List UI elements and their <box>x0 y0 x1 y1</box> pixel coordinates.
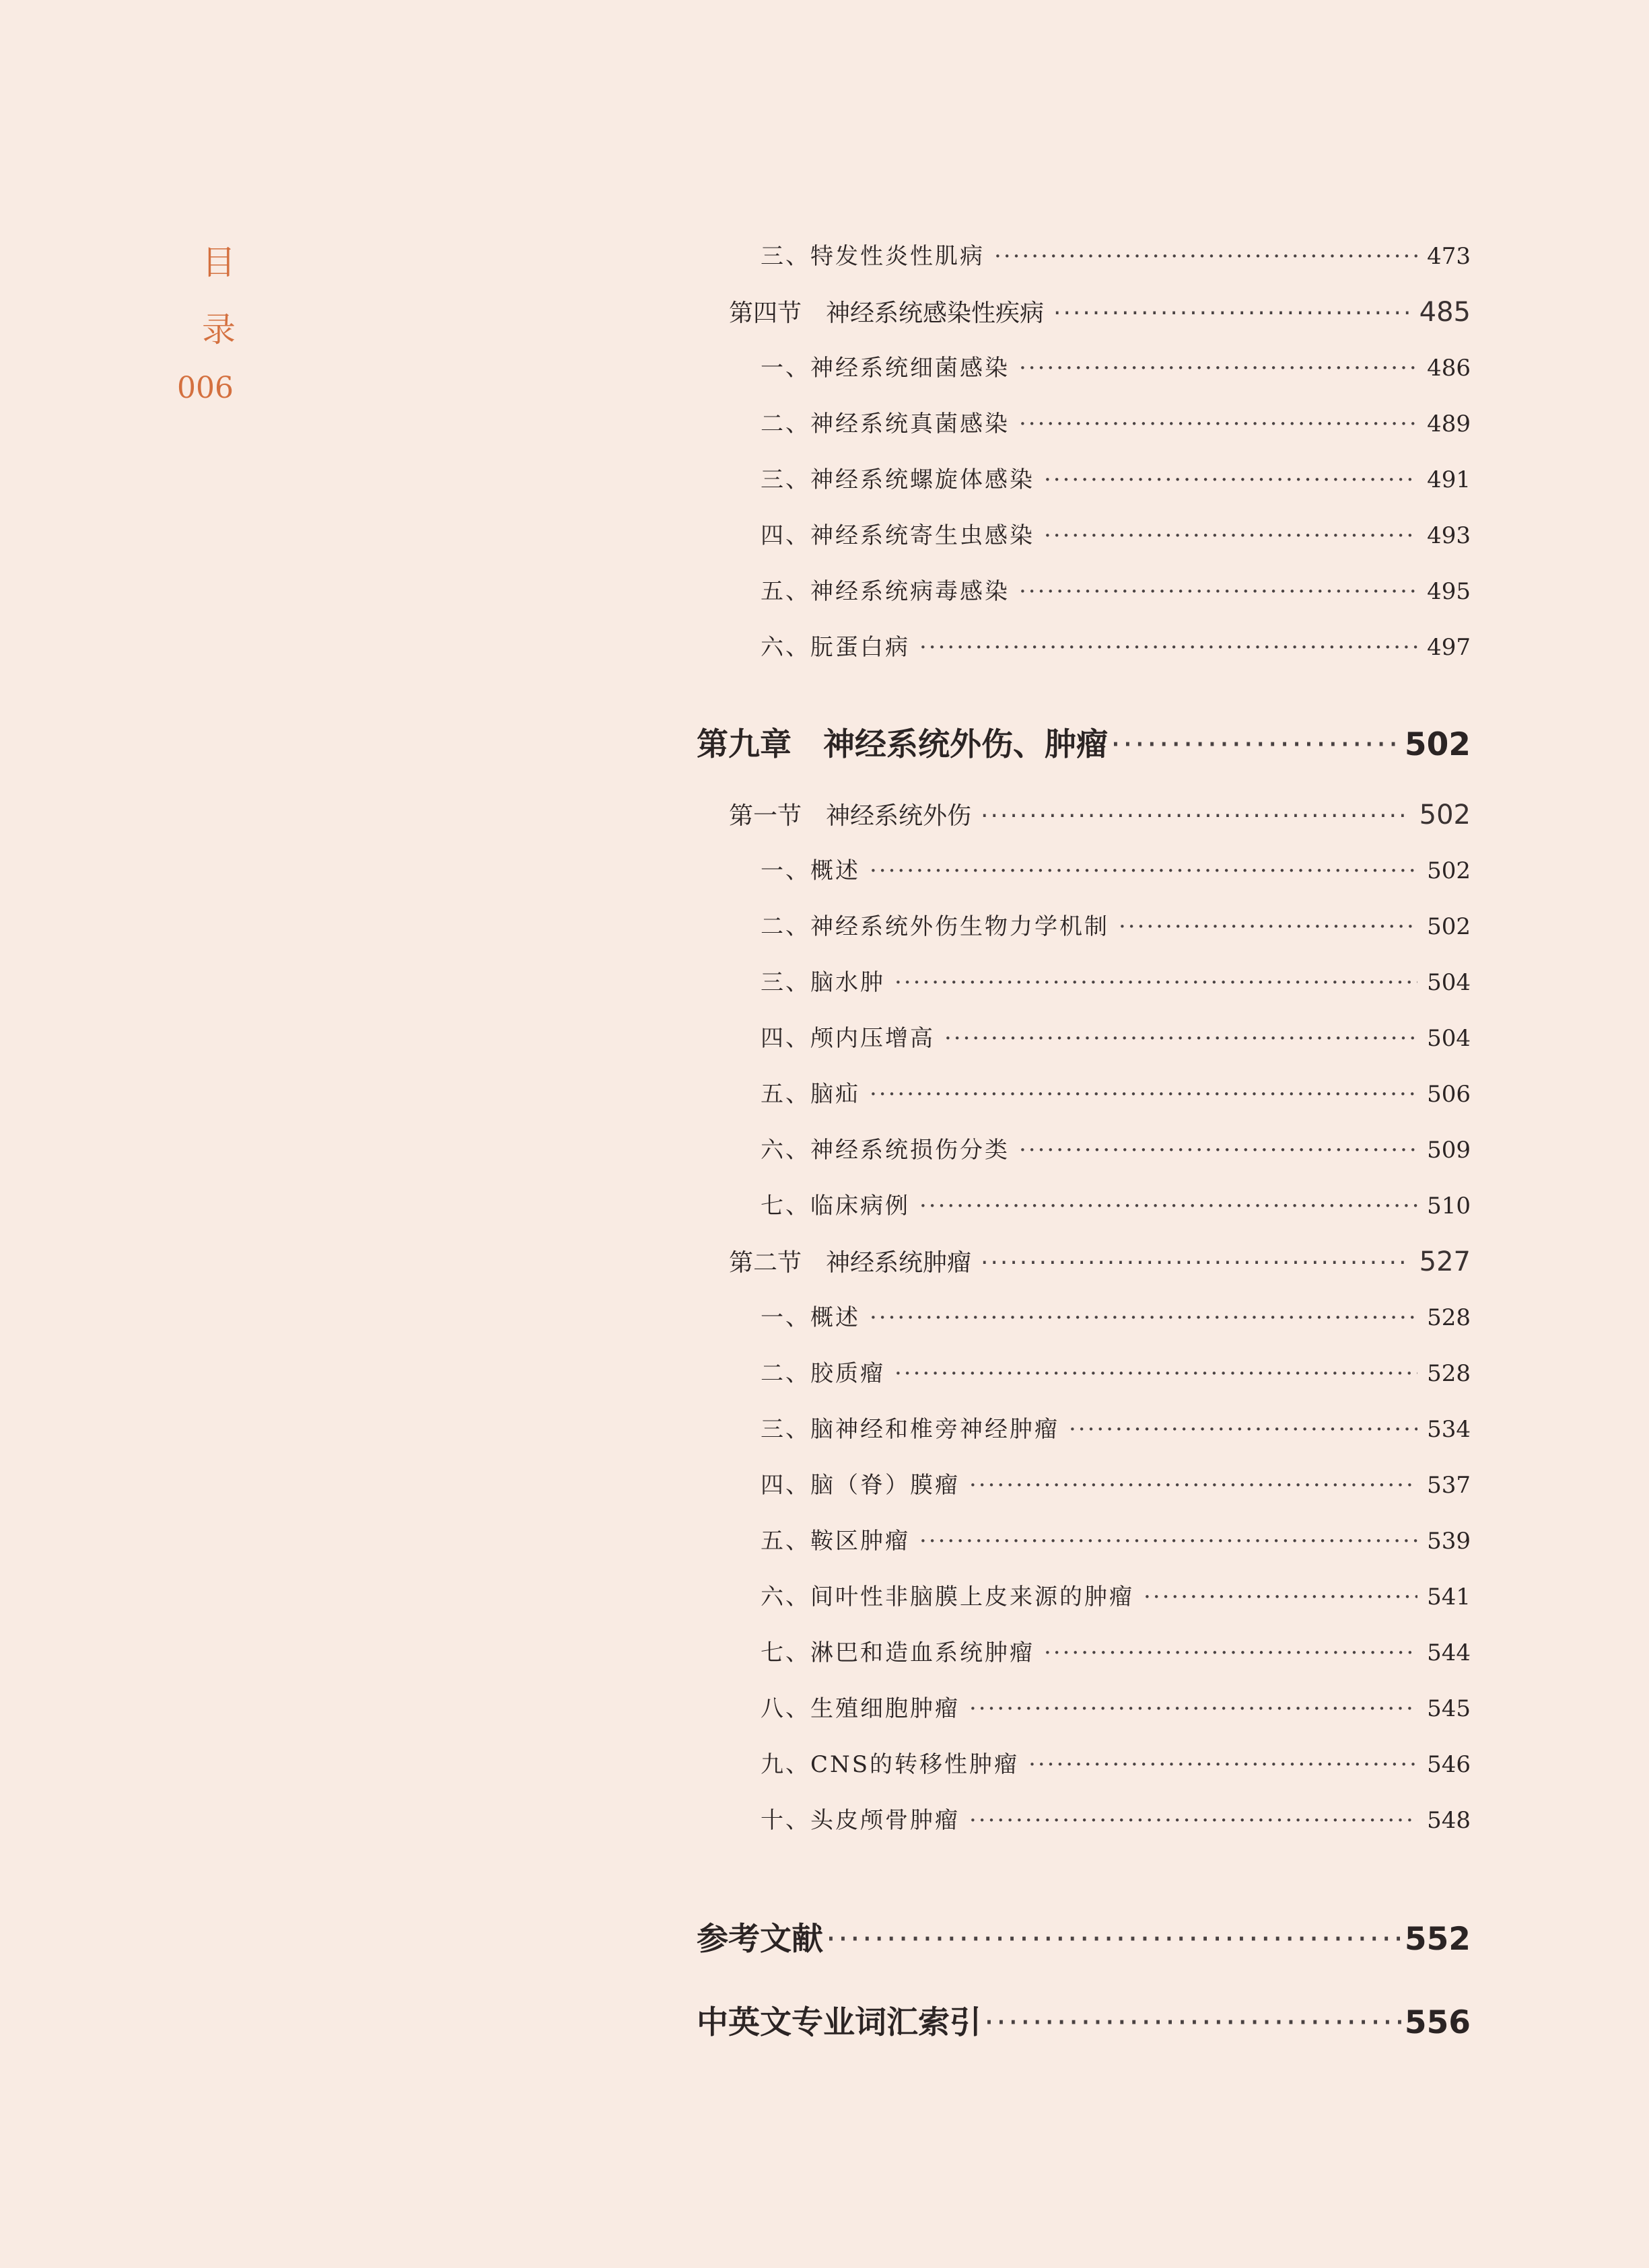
toc-references[interactable] <box>697 1909 1471 1970</box>
toc-item[interactable] <box>697 1793 1471 1849</box>
toc-item[interactable] <box>697 843 1471 899</box>
toc-leader-dots <box>1019 1123 1417 1178</box>
toc-entry-page: 502 <box>1419 800 1471 830</box>
toc-entry-title: 八、生殖细胞肿瘤 <box>761 1695 960 1722</box>
toc-leader-dots <box>894 955 1417 1011</box>
toc-entry-title: 第四节 神经系统感染性疾病 <box>729 299 1045 327</box>
toc-item[interactable] <box>697 955 1471 1011</box>
toc-leader-dots <box>984 1993 1402 2053</box>
toc-leader-dots <box>969 1681 1417 1737</box>
toc-entry-title: 五、鞍区肿瘤 <box>761 1528 910 1555</box>
toc-entry-page: 545 <box>1427 1695 1471 1722</box>
toc-block-2 <box>697 787 1471 1849</box>
toc-item[interactable] <box>697 1514 1471 1569</box>
toc-item[interactable] <box>697 1458 1471 1514</box>
toc-item[interactable] <box>697 396 1471 452</box>
toc-entry-title: 三、神经系统螺旋体感染 <box>761 466 1034 493</box>
toc-entry-page: 534 <box>1427 1416 1471 1443</box>
toc-glossary[interactable] <box>697 1993 1471 2053</box>
toc-entry-page: 491 <box>1427 466 1471 493</box>
toc-entry-title: 六、朊蛋白病 <box>761 634 910 661</box>
toc-glossary-title: 中英文专业词汇索引 <box>697 2004 981 2041</box>
toc-entry-title: 九、CNS的转移性肿瘤 <box>761 1751 1020 1778</box>
toc-item[interactable] <box>697 1290 1471 1346</box>
toc-item[interactable] <box>697 1402 1471 1458</box>
toc-item[interactable] <box>697 564 1471 620</box>
toc-entry-page: 489 <box>1427 411 1471 437</box>
side-title-char-1: 目 <box>202 243 236 282</box>
toc-entry-page: 502 <box>1427 857 1471 884</box>
toc-leader-dots <box>826 1909 1402 1970</box>
toc-entry-title: 七、临床病例 <box>761 1193 910 1219</box>
toc-leader-dots <box>870 843 1417 899</box>
toc-entry-title: 二、胶质瘤 <box>761 1360 885 1387</box>
toc-item[interactable] <box>697 1625 1471 1681</box>
toc-item[interactable] <box>697 1011 1471 1067</box>
toc-entry-page: 502 <box>1427 913 1471 940</box>
toc-item[interactable] <box>697 1569 1471 1625</box>
toc-entry-title: 七、淋巴和造血系统肿瘤 <box>761 1639 1034 1666</box>
toc-entry-page: 541 <box>1427 1584 1471 1610</box>
toc-leader-dots <box>870 1290 1417 1346</box>
toc-item[interactable] <box>697 1123 1471 1178</box>
toc-item[interactable] <box>697 341 1471 396</box>
toc-entry-page: 495 <box>1427 578 1471 605</box>
toc-item[interactable] <box>697 452 1471 508</box>
toc-item[interactable] <box>697 1067 1471 1123</box>
toc-entry-title: 六、间叶性非脑膜上皮来源的肿瘤 <box>761 1584 1134 1610</box>
toc-leader-dots <box>1111 715 1402 775</box>
table-of-contents <box>697 229 1471 2053</box>
toc-leader-dots <box>981 788 1410 844</box>
toc-leader-dots <box>994 229 1417 285</box>
toc-entry-title: 十、头皮颅骨肿瘤 <box>761 1807 960 1834</box>
toc-block-1 <box>697 229 1471 676</box>
toc-entry-page: 485 <box>1419 297 1471 328</box>
toc-leader-dots <box>1044 508 1417 564</box>
toc-entry-page: 546 <box>1427 1751 1471 1778</box>
toc-item[interactable] <box>697 508 1471 564</box>
toc-entry-page: 537 <box>1427 1472 1471 1499</box>
toc-entry-title: 二、神经系统外伤生物力学机制 <box>761 913 1109 940</box>
toc-entry-page: 528 <box>1427 1360 1471 1387</box>
toc-leader-dots <box>919 1514 1417 1569</box>
toc-section[interactable] <box>697 787 1471 843</box>
toc-leader-dots <box>870 1067 1417 1123</box>
toc-chapter-page: 502 <box>1404 726 1471 763</box>
toc-entry-page: 497 <box>1427 634 1471 661</box>
toc-entry-page: 544 <box>1427 1639 1471 1666</box>
toc-entry-title: 四、颅内压增高 <box>761 1025 935 1052</box>
toc-entry-page: 509 <box>1427 1137 1471 1164</box>
toc-section[interactable] <box>697 1234 1471 1290</box>
toc-entry-title: 二、神经系统真菌感染 <box>761 411 1010 437</box>
toc-leader-dots <box>969 1458 1417 1514</box>
toc-references-page: 552 <box>1404 1921 1471 1958</box>
toc-entry-title: 五、神经系统病毒感染 <box>761 578 1010 605</box>
toc-entry-page: 493 <box>1427 522 1471 549</box>
page-number: 006 <box>177 371 234 405</box>
toc-item[interactable] <box>697 1346 1471 1402</box>
toc-entry-title: 六、神经系统损伤分类 <box>761 1137 1010 1164</box>
toc-entry-title: 一、概述 <box>761 857 860 884</box>
toc-leader-dots <box>1053 285 1410 341</box>
toc-entry-page: 548 <box>1427 1807 1471 1834</box>
toc-entry-page: 506 <box>1427 1081 1471 1108</box>
toc-chapter-9[interactable] <box>697 715 1471 775</box>
toc-leader-dots <box>969 1793 1417 1849</box>
toc-chapter-title: 第九章 神经系统外伤、肿瘤 <box>697 726 1108 763</box>
toc-entry-title: 一、神经系统细菌感染 <box>761 355 1010 382</box>
toc-leader-dots <box>1019 564 1417 620</box>
toc-entry-page: 486 <box>1427 355 1471 382</box>
toc-entry-page: 504 <box>1427 969 1471 996</box>
toc-entry-page: 510 <box>1427 1193 1471 1219</box>
toc-leader-dots <box>919 620 1417 676</box>
toc-entry-title: 四、神经系统寄生虫感染 <box>761 522 1034 549</box>
toc-entry-title: 四、脑（脊）膜瘤 <box>761 1472 960 1499</box>
toc-item[interactable] <box>697 1681 1471 1737</box>
toc-leader-dots <box>1069 1402 1417 1458</box>
side-header <box>168 229 242 412</box>
toc-leader-dots <box>1044 1625 1417 1681</box>
toc-leader-dots <box>1019 396 1417 452</box>
toc-leader-dots <box>1144 1569 1417 1625</box>
toc-entry-page: 473 <box>1427 243 1471 270</box>
toc-entry-title: 第一节 神经系统外伤 <box>729 802 972 830</box>
toc-item[interactable] <box>697 620 1471 676</box>
toc-glossary-page: 556 <box>1404 2004 1471 2041</box>
toc-section[interactable] <box>697 285 1471 341</box>
toc-leader-dots <box>919 1178 1417 1234</box>
toc-leader-dots <box>1019 341 1417 396</box>
toc-entry-title: 三、特发性炎性肌病 <box>761 243 985 270</box>
toc-references-title: 参考文献 <box>697 1921 823 1958</box>
toc-leader-dots <box>944 1011 1417 1067</box>
toc-leader-dots <box>1044 452 1417 508</box>
toc-entry-page: 539 <box>1427 1528 1471 1555</box>
toc-entry-title: 三、脑神经和椎旁神经肿瘤 <box>761 1416 1059 1443</box>
toc-item[interactable] <box>697 1178 1471 1234</box>
toc-entry-page: 504 <box>1427 1025 1471 1052</box>
toc-entry-title: 第二节 神经系统肿瘤 <box>729 1249 972 1277</box>
toc-entry-page: 528 <box>1427 1304 1471 1331</box>
toc-entry-page: 527 <box>1419 1246 1471 1277</box>
toc-entry-title: 五、脑疝 <box>761 1081 860 1108</box>
toc-entry-title: 一、概述 <box>761 1304 860 1331</box>
toc-leader-dots <box>894 1346 1417 1402</box>
toc-item[interactable] <box>697 229 1471 285</box>
toc-item[interactable] <box>697 1737 1471 1793</box>
toc-entry-title: 三、脑水肿 <box>761 969 885 996</box>
toc-leader-dots <box>1028 1737 1417 1793</box>
side-title-char-2: 录 <box>202 310 236 349</box>
toc-leader-dots <box>1119 899 1417 955</box>
toc-item[interactable] <box>697 899 1471 955</box>
toc-leader-dots <box>981 1235 1410 1291</box>
